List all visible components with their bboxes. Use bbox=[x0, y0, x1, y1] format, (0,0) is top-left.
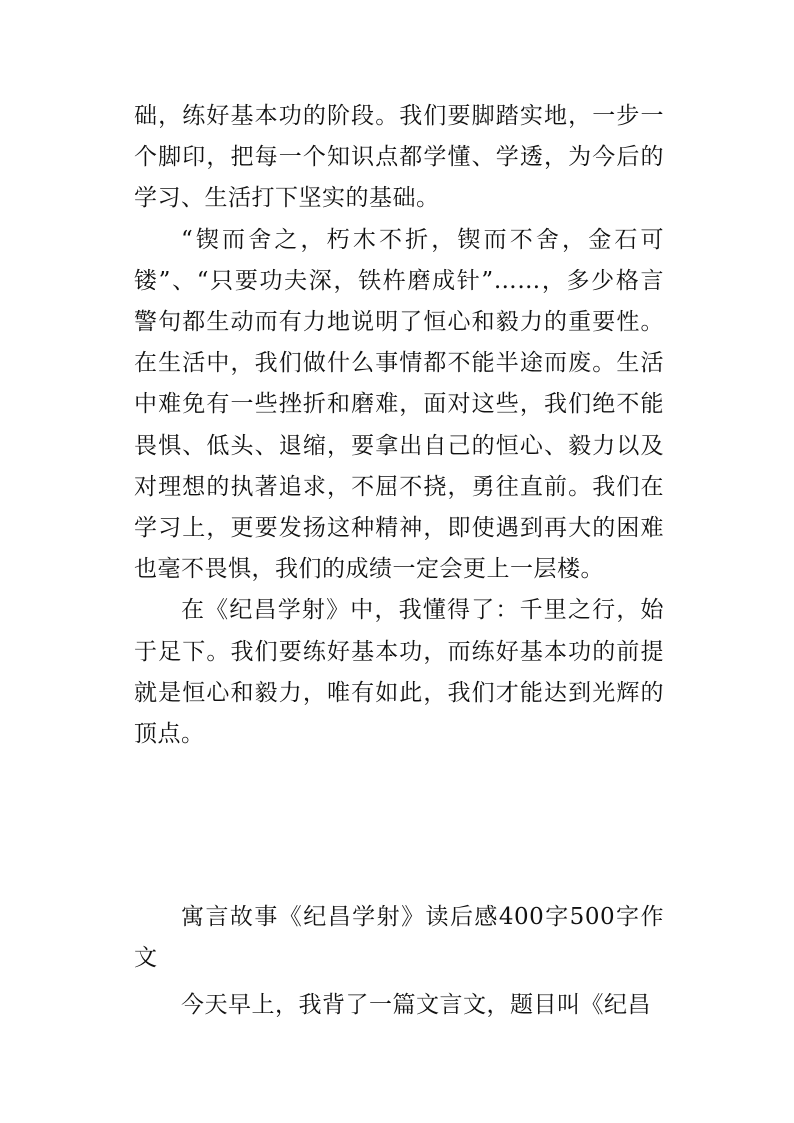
document-body bbox=[134, 96, 664, 755]
paragraph-next-opening: 今天早上，我背了一篇文言文，题目叫《纪昌 bbox=[181, 992, 651, 1018]
next-essay-start bbox=[134, 985, 664, 1026]
paragraph-conclusion: 在《纪昌学射》中，我懂得了：千里之行，始于足下。我们要练好基本功，而练好基本功的前提就是恒心和毅力，唯有如此，我们才能达到光辉的顶点。 bbox=[134, 597, 664, 748]
paragraph-continuation: 础，练好基本功的阶段。我们要脚踏实地，一步一个脚印，把每一个知识点都学懂、学透，为今后的学习、生活打下坚实的基础。 bbox=[134, 103, 664, 212]
paragraph-perseverance: “锲而舍之，朽木不折，锲而不舍，金石可镂”、“只要功夫深，铁杵磨成针”……，多少格言警句都生动而有力地说明了恒心和毅力的重要性。在生活中，我们做什么事情都不能半途而废。生活中难免有一些挫折和磨难，面对这些，我们绝不能畏惧、低头、退缩，要拿出自己的恒心、毅力以及对理想的执著追求，不屈不挠，勇往直前。我们在学习上，更要发扬这种精神，即使遇到再大的困难也毫不畏惧，我们的成绩一定会更上一层楼。 bbox=[134, 226, 664, 583]
essay-title-block bbox=[134, 897, 664, 979]
essay-title: 寓言故事《纪昌学射》读后感400字500字作文 bbox=[134, 904, 664, 972]
